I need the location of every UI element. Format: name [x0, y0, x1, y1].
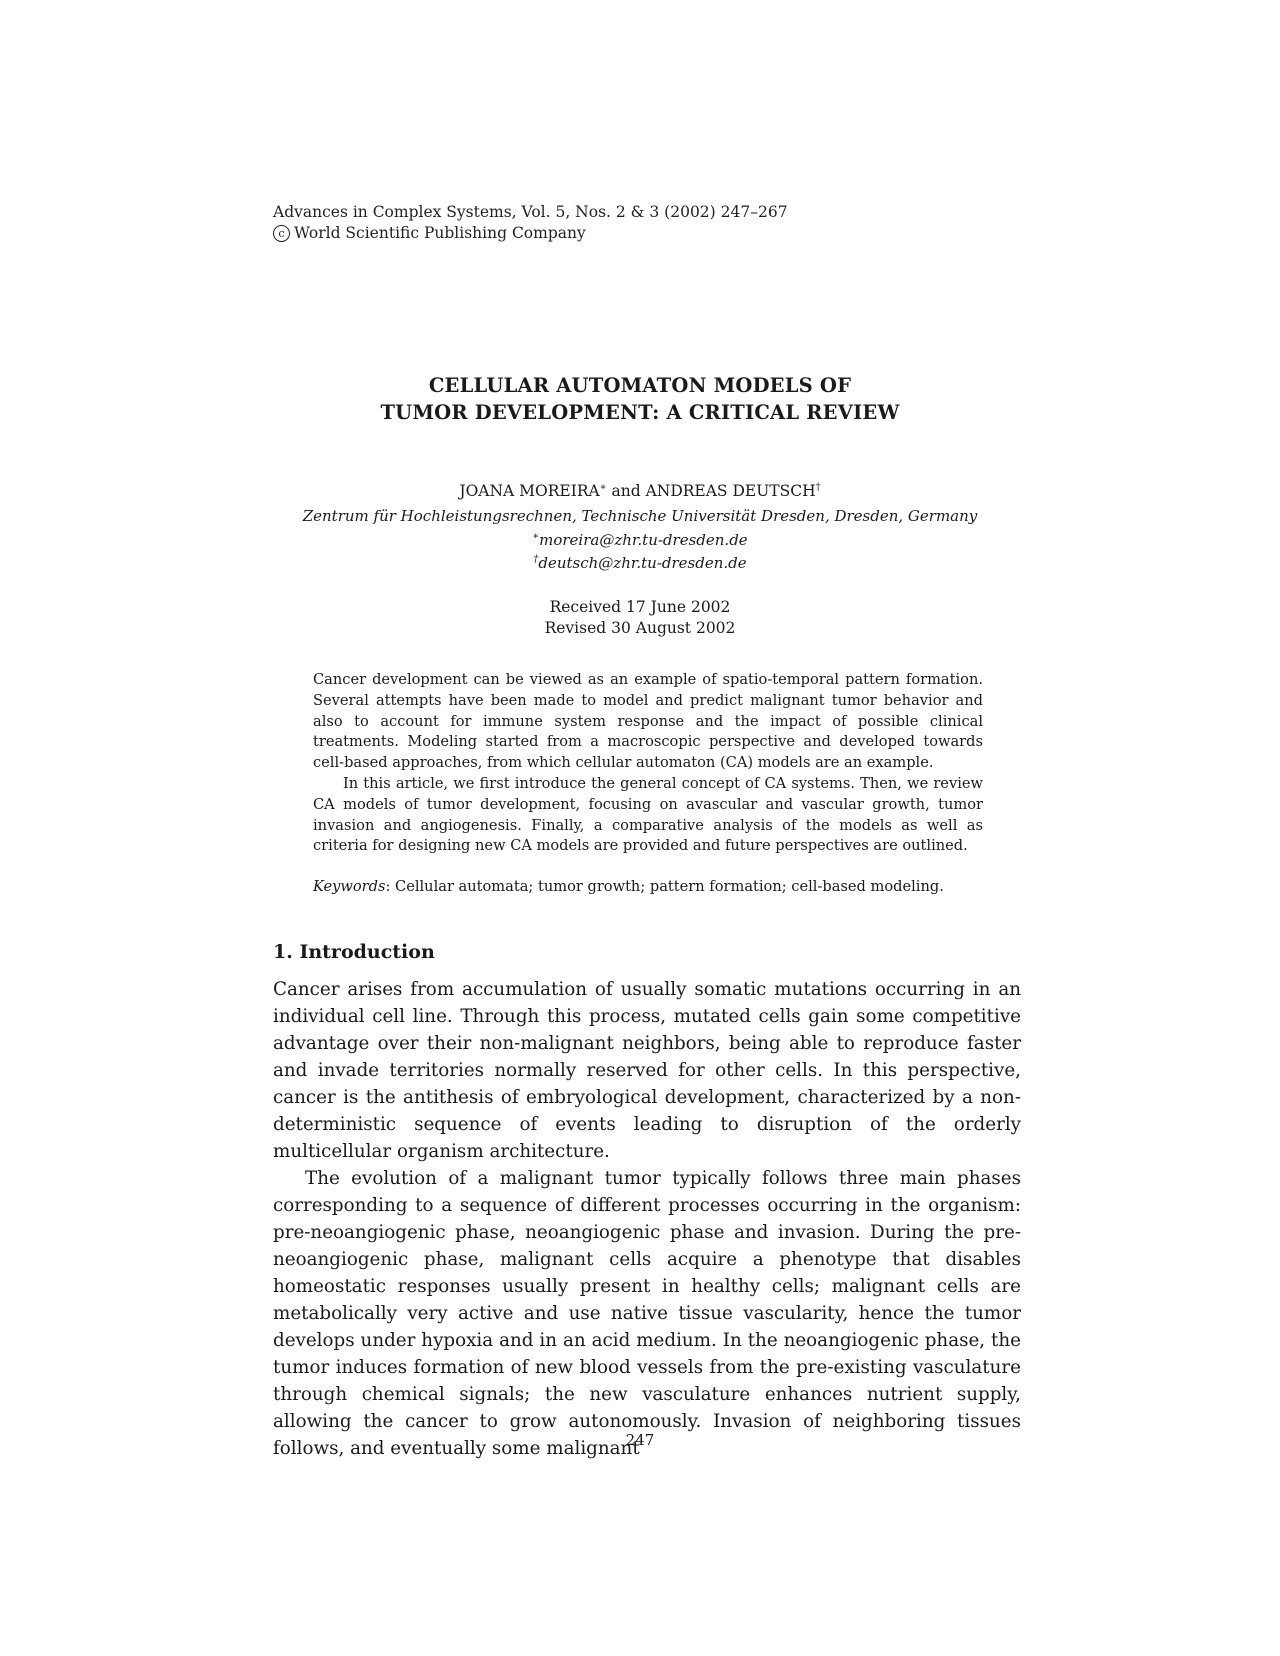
page-number: 247 — [625, 1431, 655, 1449]
section-heading: 1. Introduction — [273, 941, 435, 963]
author-mark: ∗ — [599, 482, 607, 493]
email-address[interactable]: deutsch@zhr.tu-dresden.de — [538, 554, 747, 572]
affiliation — [0, 506, 1280, 574]
keywords — [313, 877, 993, 897]
section-body — [273, 976, 1021, 1462]
body-paragraph: The evolution of a malignant tumor typically follows three main phases corresponding to a sequence of different processes occurring in the organism: pre-neoangiogenic phase, neoangiogenic phase and invasion. During the pre-neoangiogenic phase, malignant cells acquire a phenotype that disables homeostatic responses usually present in healthy cells; malignant cells are metabolically very active and use native tissue vascularity, hence the tumor develops under hypoxia and in an acid medium. In the neoangiogenic phase, the tumor induces formation of new blood vessels from the pre-existing vasculature through chemical signals; the new vasculature enhances nutrient supply, allowing the cancer to grow autonomously. Invasion of neighboring tissues follows, and eventually some malignant — [273, 1168, 1021, 1459]
received-date: Received 17 June 2002 — [549, 598, 731, 616]
submission-dates — [0, 597, 1280, 639]
abstract-paragraph: In this article, we first introduce the general concept of CA systems. Then, we review CA models of tumor development, focusing on avascular and vascular growth, tumor invasion and angiogenesis. Finally, a comparative analysis of the models as well as criteria for designing new CA models are provided and future perspectives are outlined. — [313, 774, 983, 855]
journal-header — [273, 202, 788, 244]
institution: Zentrum für Hochleistungsrechnen, Technische Universität Dresden, Dresden, Germany — [302, 507, 978, 525]
email-address[interactable]: moreira@zhr.tu-dresden.de — [539, 530, 748, 549]
abstract-paragraph: Cancer development can be viewed as an example of spatio-temporal pattern formation. Several attempts have been made to model and predict malignant tumor behavior and also to account for immune system response and the impact of possible clinical treatments. Modeling started from a macroscopic perspective and developed towards cell-based approaches, from which cellular automaton (CA) models are an example. — [313, 671, 983, 772]
keywords-text: : Cellular automata; tumor growth; pattern formation; cell-based modeling. — [385, 878, 944, 895]
paper-title — [0, 372, 1280, 426]
abstract — [313, 670, 983, 857]
copyright-icon: c — [273, 225, 290, 242]
title-line-2: TUMOR DEVELOPMENT: A CRITICAL REVIEW — [380, 401, 900, 424]
email-line — [0, 527, 1280, 551]
email-mark: ∗ — [532, 530, 540, 542]
keywords-label: Keywords — [313, 878, 386, 895]
publisher: World Scientific Publishing Company — [294, 224, 586, 242]
author-mark: † — [815, 482, 821, 493]
revised-date: Revised 30 August 2002 — [544, 619, 736, 637]
author-name: ANDREAS DEUTSCH — [645, 482, 816, 501]
journal-citation: Advances in Complex Systems, Vol. 5, Nos. 2 & 3 (2002) 247–267 — [273, 203, 788, 221]
author-list — [0, 482, 1280, 500]
email-mark: † — [533, 554, 539, 565]
body-paragraph: Cancer arises from accumulation of usually somatic mutations occurring in an individual cell line. Through this process, mutated cells gain some competitive advantage over their non-malignant neighbors, being able to reproduce faster and invade territories normally reserved for other cells. In this perspective, cancer is the antithesis of embryological development, characterized by a non-deterministic sequence of events leading to disruption of the orderly multicellular organism architecture. — [273, 979, 1021, 1162]
email-line — [0, 550, 1280, 574]
author-conjunction: and — [611, 482, 641, 501]
author-name: JOANA MOREIRA — [459, 482, 600, 501]
copyright-line — [273, 223, 788, 244]
title-line-1: CELLULAR AUTOMATON MODELS OF — [428, 374, 852, 397]
